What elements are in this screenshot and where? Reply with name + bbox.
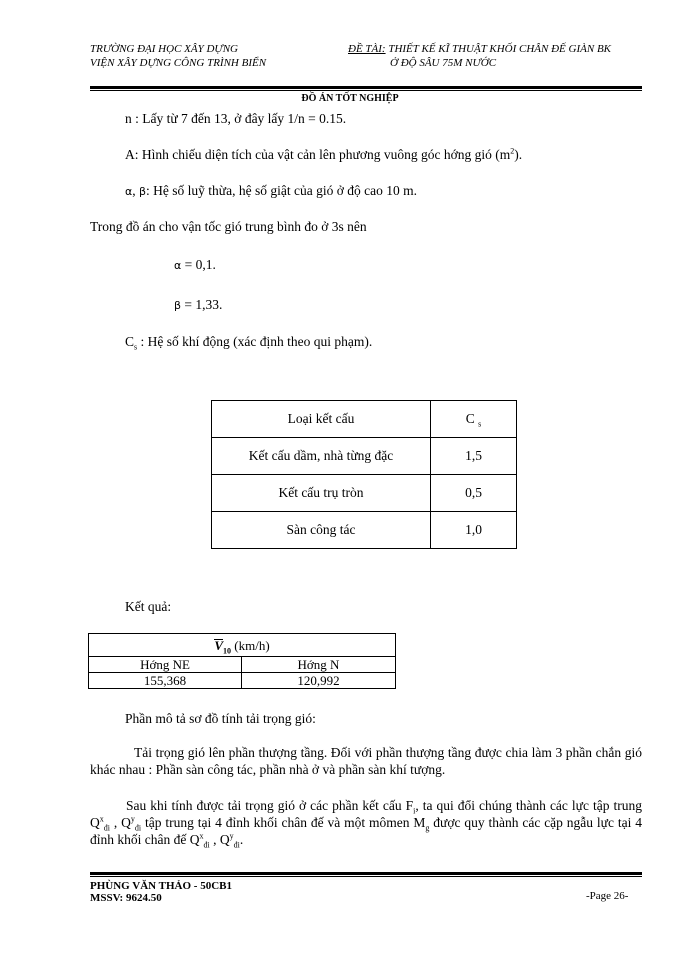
author-name: PHÙNG VĂN THẢO - 50CB1	[90, 880, 232, 892]
institute-name: VIỆN XÂY DỰNG CÔNG TRÌNH BIỂN	[90, 57, 267, 69]
header-school	[90, 42, 266, 70]
topic-label: ĐỀ TÀI:	[348, 43, 386, 55]
cs-table	[211, 400, 517, 549]
header-topic	[348, 42, 611, 70]
alpha-symbol: α	[125, 185, 133, 198]
beta-symbol: β	[139, 185, 147, 198]
col-cs-header: C $_s$	[431, 401, 517, 438]
alpha-value-line: α = 0,1.	[174, 257, 216, 272]
col-structure-header: Loại kết cấu	[212, 401, 431, 438]
topic-title-1: THIẾT KẾ KĨ THUẬT KHỐI CHÂN ĐẾ GIÀN BK	[385, 43, 611, 55]
table-row: 155,368 120,992	[89, 673, 396, 689]
header-rule-thick	[90, 86, 642, 89]
cs-line: $C_s$ : Hệ số khí động (xác định theo qui phạm).	[125, 334, 373, 352]
school-name: TRƯỜNG ĐẠI HỌC XÂY DỰNG	[90, 43, 238, 55]
paragraph-upper-structure: Tải trọng gió lên phần thượng tầng. Đối với phần thượng tầng được chia làm 3 phần chắn gió khác nhau : Phần sàn công tác, phần nhà ở và phần sàn khí tượng.	[90, 745, 642, 777]
wind-line: Trong đồ án cho vận tốc gió trung bình đo ở 3s nên	[90, 219, 367, 234]
footer-author	[90, 880, 232, 904]
topic-title-2: Ở ĐỘ SÂU 75M NƯỚC	[390, 57, 497, 69]
doc-title: ĐỒ ÁN TỐT NGHIỆP	[301, 93, 399, 104]
header-rule-thin	[90, 90, 642, 91]
student-id: MSSV: 9624.50	[90, 892, 162, 904]
table-title-row	[89, 634, 396, 657]
wind-speed-title: $V_{10}$ (km/h)	[89, 634, 396, 657]
beta-value-line: β = 1,33.	[174, 297, 223, 312]
table-row: Kết cấu trụ tròn 0,5	[212, 475, 517, 512]
page-number: -Page 26-	[586, 890, 629, 902]
alpha-beta-line: α, β: Hệ số luỹ thừa, hệ số giật của gió ở độ cao 10 m.	[125, 183, 417, 198]
footer-rule-thick	[90, 872, 642, 875]
result-label: Kết quả:	[125, 599, 172, 614]
diagram-label: Phần mô tả sơ đồ tính tải trọng gió:	[125, 711, 316, 726]
wind-speed-table	[88, 633, 396, 689]
table-header-row: Hớng NE Hớng N	[89, 657, 396, 673]
footer-rule-thin	[90, 876, 642, 877]
a-line: A: Hình chiếu diện tích của vật cản lên phương vuông góc hớng gió $(m^2)$.	[125, 146, 523, 162]
table-row: Sàn công tác 1,0	[212, 512, 517, 549]
paragraph-force-conversion: Sau khi tính được tải trọng gió ở các phần kết cấu $F_i$, ta qui đổi chúng thành các lực tập trung $Q^x_{đi}$ , $Q^y_{đi}$ tập trung tại 4 đỉnh khối chân đế và một mômen $M_g$ được quy thành các cặp ngẫu lực tại 4 đỉnh khối chân đế $Q^x_{đi}$ , $Q^y_{đi}$.	[90, 798, 642, 850]
table-row: Kết cấu dầm, nhà từng đặc 1,5	[212, 438, 517, 475]
n-line: n : Lấy từ 7 đến 13, ở đây lấy 1/n = 0.15.	[125, 111, 347, 126]
table-header-row	[212, 401, 517, 438]
